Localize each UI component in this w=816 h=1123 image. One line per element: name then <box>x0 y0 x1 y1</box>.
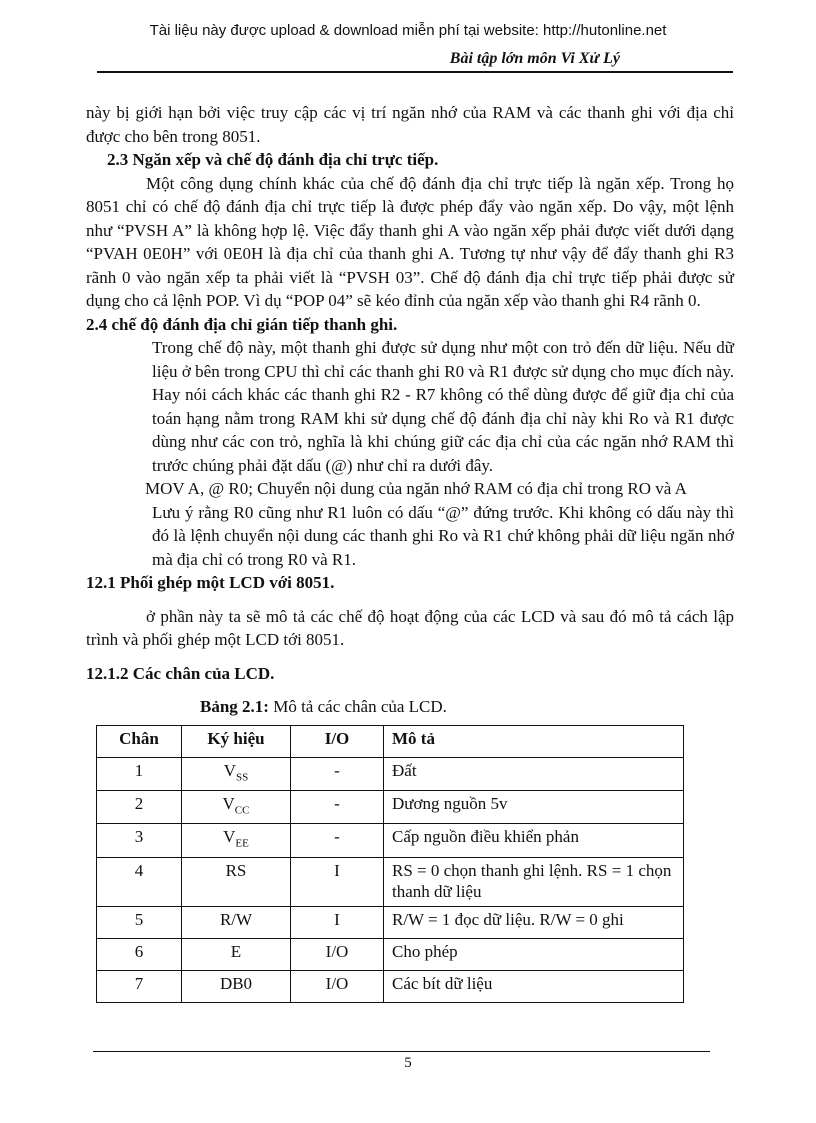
table-caption-text: Mô tả các chân của LCD. <box>268 697 447 716</box>
table-caption-label: Bảng 2.1: <box>200 697 269 716</box>
cell-io: - <box>291 790 384 823</box>
cell-symbol: $V_{SS}$ <box>182 757 291 790</box>
cell-io: I/O <box>291 938 384 970</box>
paragraph-stack: Một công dụng chính khác của chế độ đánh địa chỉ trực tiếp là ngăn xếp. Trong họ 8051 chỉ có chế độ đánh địa chỉ trực tiếp là được phép đẩy vào ngăn xếp. Do vậy, một lệnh như “PVSH A” là không hợp lệ. Việc đẩy thanh ghi A vào ngăn xếp phải được viết dưới dạng “PVAH 0E0H” với 0E0H là địa chỉ của thanh ghi A. Tương tự như vậy để đẩy thanh ghi R3 rãnh 0 vào ngăn xếp ta phải viết là “PVSH 03”. Chế độ đánh địa chỉ trực tiếp phải được sử dụng cho cả lệnh POP. Vì dụ “POP 04” sẽ kéo đỉnh của ngăn xếp vào thanh ghi R4 rãnh 0. <box>86 173 734 310</box>
footer-divider <box>93 1051 710 1052</box>
lcd-pin-table <box>96 725 684 1003</box>
paragraph-note: Lưu ý rằng R0 cũng như R1 luôn có dấu “@” đứng trước. Khi không có dấu này thì đó là lệnh chuyển nội dung các thanh ghi Ro và R1 chứ không phải dữ liệu ngăn nhớ mà địa chỉ có trong R0 và R1. <box>152 502 734 569</box>
page-content <box>86 101 734 1003</box>
cell-pin: 1 <box>97 757 182 790</box>
cell-symbol: DB0 <box>182 970 291 1002</box>
code-example-line: MOV A, @ R0; Chuyển nội dung của ngăn nhớ RAM có địa chỉ trong RO và A <box>145 479 687 498</box>
paragraph-indirect-addressing: Trong chế độ này, một thanh ghi được sử dụng như một con trỏ đến dữ liệu. Nếu dữ liệu ở bên trong CPU thì chỉ các thanh ghi R0 và R1 được sử dụng cho mục đích này. Hay nói cách khác các thanh ghi R2 - R7 không có thể dùng được để giữ địa chỉ của toán hạng nằm trong RAM khi sử dụng chế độ đánh địa chỉ này khi Ro và R1 được dùng như các con trỏ, nghĩa là khi chúng giữ các địa chỉ của các ngăn nhớ RAM thì trước chúng phải đặt dấu (@) như chỉ ra dưới đây. <box>152 338 734 475</box>
cell-symbol: $V_{CC}$ <box>182 790 291 823</box>
column-header-symbol: Ký hiệu <box>182 725 291 757</box>
section-heading-2-4: 2.4 chế độ đánh địa chỉ gián tiếp thanh ghi. <box>86 314 398 334</box>
table-row <box>97 857 684 906</box>
section-heading-12-1: 12.1 Phối ghép một LCD với 8051. <box>86 573 335 592</box>
table-row <box>97 938 684 970</box>
cell-io: I <box>291 857 384 906</box>
cell-description: Đất <box>384 757 684 790</box>
table-row <box>97 757 684 790</box>
header-divider <box>97 71 733 73</box>
table-row <box>97 824 684 857</box>
cell-description: R/W = 1 đọc dữ liệu. R/W = 0 ghi <box>384 906 684 938</box>
cell-symbol: RS <box>182 857 291 906</box>
column-header-pin: Chân <box>97 725 182 757</box>
section-heading-12-1-2: 12.1.2 Các chân của LCD. <box>86 663 275 683</box>
cell-io: I/O <box>291 970 384 1002</box>
paragraph-continuation: này bị giới hạn bởi việc truy cập các vị trí ngăn nhớ của RAM và các thanh ghi với địa chỉ được cho bên trong 8051. <box>86 103 734 146</box>
cell-pin: 2 <box>97 790 182 823</box>
cell-pin: 5 <box>97 906 182 938</box>
cell-description: Các bít dữ liệu <box>384 970 684 1002</box>
document-header-title: Bài tập lớn môn Vi Xử Lý <box>449 50 620 67</box>
table-row <box>97 970 684 1002</box>
cell-io: I <box>291 906 384 938</box>
cell-io: - <box>291 757 384 790</box>
cell-pin: 4 <box>97 857 182 906</box>
cell-io: - <box>291 824 384 857</box>
cell-pin: 3 <box>97 824 182 857</box>
cell-symbol: R/W <box>182 906 291 938</box>
cell-description: Cho phép <box>384 938 684 970</box>
cell-description: RS = 0 chọn thanh ghi lệnh. RS = 1 chọn thanh dữ liệu <box>384 857 684 906</box>
column-header-description: Mô tả <box>384 725 684 757</box>
table-header-row <box>97 725 684 757</box>
table-caption <box>86 695 734 719</box>
cell-pin: 6 <box>97 938 182 970</box>
page-number: 5 <box>404 1055 412 1071</box>
column-header-io: I/O <box>291 725 384 757</box>
cell-description: Dương nguồn 5v <box>384 790 684 823</box>
table-row <box>97 790 684 823</box>
cell-symbol: E <box>182 938 291 970</box>
cell-symbol: $V_{EE}$ <box>182 824 291 857</box>
watermark-text: Tài liệu này được upload & download miễn phí tại website: http://hutonline.net <box>149 22 667 39</box>
cell-pin: 7 <box>97 970 182 1002</box>
table-row <box>97 906 684 938</box>
section-heading-2-3: 2.3 Ngăn xếp và chế độ đánh địa chỉ trực tiếp. <box>107 150 439 169</box>
paragraph-lcd-intro: ở phần này ta sẽ mô tả các chế độ hoạt động của các LCD và sau đó mô tả cách lập trình và phối ghép một LCD tới 8051. <box>86 606 734 649</box>
cell-description: Cấp nguồn điều khiển phản <box>384 824 684 857</box>
